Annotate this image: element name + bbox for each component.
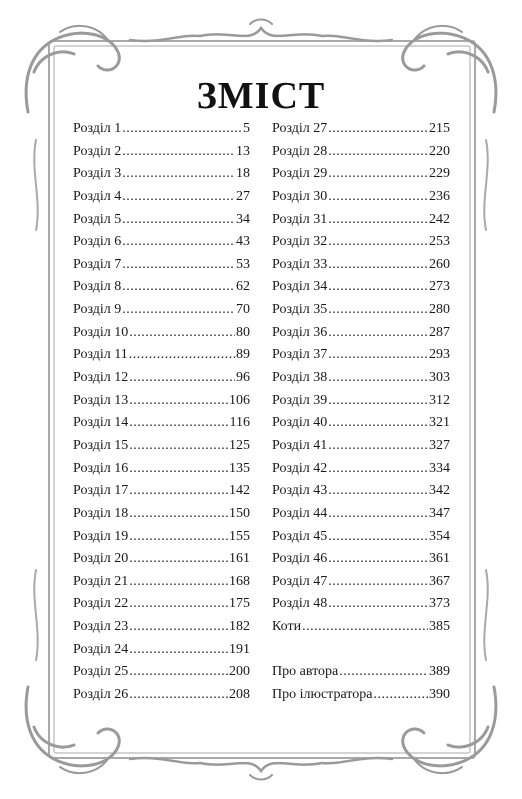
toc-entry-label: Розділ 30 — [272, 188, 328, 204]
dot-leader — [129, 325, 235, 341]
toc-entry-page-number: 53 — [236, 256, 250, 272]
toc-entry-page-number: 354 — [429, 528, 450, 544]
toc-entry — [272, 551, 450, 574]
toc-entry — [272, 166, 450, 189]
toc-entry-label: Розділ 14 — [73, 415, 129, 431]
dot-leader — [328, 506, 428, 522]
toc-entry-label: Розділ 21 — [73, 573, 129, 589]
toc-entry-page-number: 34 — [236, 211, 250, 227]
dot-leader — [328, 483, 428, 499]
toc-entry-page-number: 142 — [229, 483, 250, 499]
toc-right-column — [272, 121, 450, 710]
toc-entry-label: Розділ 40 — [272, 415, 328, 431]
toc-entry-page-number: 367 — [429, 573, 450, 589]
dot-leader — [129, 347, 235, 363]
toc-entry-label: Розділ 3 — [73, 166, 122, 182]
toc-entry-page-number: 116 — [229, 415, 250, 431]
dot-leader — [328, 347, 428, 363]
toc-entry-label: Розділ 24 — [73, 641, 129, 657]
dot-leader — [122, 279, 235, 295]
dot-leader — [328, 529, 428, 545]
toc-entry-label: Розділ 13 — [73, 392, 129, 408]
toc-entry-page-number: 220 — [429, 143, 450, 159]
dot-leader — [328, 415, 428, 431]
toc-entry-page-number: 361 — [429, 551, 450, 567]
toc-entry-label: Розділ 4 — [73, 188, 122, 204]
page-title: ЗМІСТ — [196, 75, 326, 117]
toc-entry-label: Розділ 6 — [73, 234, 122, 250]
dot-leader — [302, 619, 428, 635]
toc-entry-label: Розділ 34 — [272, 279, 328, 295]
toc-entry-page-number: 321 — [429, 415, 450, 431]
toc-entry-label: Розділ 33 — [272, 256, 328, 272]
toc-entry — [73, 687, 250, 710]
dot-leader — [328, 393, 428, 409]
toc-entry — [272, 144, 450, 167]
toc-entry-page-number: 215 — [429, 121, 450, 136]
toc-entry-label: Розділ 8 — [73, 279, 122, 295]
toc-entry-label: Розділ 23 — [73, 619, 129, 635]
dot-leader — [328, 370, 428, 386]
dot-leader — [122, 212, 235, 228]
toc-entry-label: Розділ 42 — [272, 460, 328, 476]
dot-leader — [328, 234, 428, 250]
toc-entry — [272, 664, 450, 687]
toc-entry — [73, 370, 250, 393]
toc-entry-label: Про ілюстратора — [272, 687, 373, 703]
toc-entry-label: Розділ 39 — [272, 392, 328, 408]
toc-entry — [272, 506, 450, 529]
toc-entry-label: Розділ 37 — [272, 347, 328, 363]
toc-entry — [73, 642, 250, 665]
dot-leader — [129, 483, 228, 499]
toc-entry-label: Розділ 26 — [73, 687, 129, 703]
dot-leader — [129, 529, 228, 545]
toc-entry-page-number: 253 — [429, 234, 450, 250]
dot-leader — [129, 664, 228, 680]
toc-entry-page-number: 293 — [429, 347, 450, 363]
toc-entry — [272, 121, 450, 144]
dot-leader — [129, 393, 228, 409]
toc-entry — [73, 144, 250, 167]
toc-entry — [73, 166, 250, 189]
toc-entry-label: Розділ 11 — [73, 347, 128, 363]
toc-entry-page-number: 5 — [243, 121, 250, 136]
toc-entry — [73, 393, 250, 416]
dot-leader — [129, 619, 228, 635]
toc-entry-page-number: 347 — [429, 505, 450, 521]
toc-entry — [73, 325, 250, 348]
toc-entry-label: Розділ 27 — [272, 121, 328, 136]
toc-entry — [272, 574, 450, 597]
dot-leader — [122, 234, 235, 250]
toc-entry — [73, 415, 250, 438]
toc-entry — [272, 619, 450, 642]
dot-leader — [328, 325, 428, 341]
toc-entry — [73, 506, 250, 529]
toc-entry — [73, 121, 250, 144]
toc-entry-label: Розділ 45 — [272, 528, 328, 544]
dot-leader — [328, 212, 428, 228]
toc-entry — [73, 302, 250, 325]
toc-entry-label: Розділ 48 — [272, 596, 328, 612]
dot-leader — [129, 642, 228, 658]
toc-entry — [73, 212, 250, 235]
dot-leader — [129, 370, 235, 386]
toc-entry-label: Розділ 19 — [73, 528, 129, 544]
toc-entry-page-number: 208 — [229, 687, 250, 703]
toc-entry-page-number: 168 — [229, 573, 250, 589]
toc-entry-page-number: 280 — [429, 302, 450, 318]
toc-entry-page-number: 385 — [429, 619, 450, 635]
toc-entry-page-number: 175 — [229, 596, 250, 612]
dot-leader — [328, 596, 428, 612]
toc-entry-page-number: 62 — [236, 279, 250, 295]
toc-entry-page-number: 106 — [229, 392, 250, 408]
toc-entry-label: Розділ 7 — [73, 256, 122, 272]
toc-entry — [272, 415, 450, 438]
toc-entry-page-number: 150 — [229, 505, 250, 521]
toc-entry-page-number: 27 — [236, 188, 250, 204]
toc-entry — [73, 619, 250, 642]
toc-entry-page-number: 13 — [236, 143, 250, 159]
toc-entry-page-number: 89 — [236, 347, 250, 363]
toc-entry-label: Розділ 28 — [272, 143, 328, 159]
toc-entry — [73, 574, 250, 597]
toc-entry-page-number: 191 — [229, 641, 250, 657]
toc-entry-label: Про автора — [272, 664, 339, 680]
toc-entry-label: Розділ 16 — [73, 460, 129, 476]
toc-entry-page-number: 161 — [229, 551, 250, 567]
toc-entry — [272, 212, 450, 235]
toc-entry-label: Розділ 5 — [73, 211, 122, 227]
toc-left-column — [73, 121, 250, 710]
toc-entry-page-number: 390 — [429, 687, 450, 703]
toc-entry — [272, 234, 450, 257]
dot-leader — [129, 415, 228, 431]
toc-entry — [73, 551, 250, 574]
toc-entry-label: Розділ 46 — [272, 551, 328, 567]
toc-entry — [272, 189, 450, 212]
toc-entry-label: Розділ 2 — [73, 143, 122, 159]
toc-entry-page-number: 229 — [429, 166, 450, 182]
toc-entry-label: Розділ 35 — [272, 302, 328, 318]
dot-leader — [122, 121, 242, 137]
toc-entry-label: Розділ 22 — [73, 596, 129, 612]
toc-entry-page-number: 155 — [229, 528, 250, 544]
dot-leader — [339, 664, 428, 680]
toc-entry-label: Розділ 41 — [272, 437, 328, 453]
toc-entry-page-number: 273 — [429, 279, 450, 295]
toc-entry — [272, 279, 450, 302]
dot-leader — [328, 438, 428, 454]
toc-entry-label: Коти — [272, 619, 302, 635]
dot-leader — [328, 144, 428, 160]
dot-leader — [129, 551, 228, 567]
dot-leader — [328, 302, 428, 318]
dot-leader — [129, 687, 228, 703]
dot-leader — [122, 144, 235, 160]
toc-entry-label: Розділ 38 — [272, 370, 328, 386]
dot-leader — [328, 121, 428, 137]
toc-entry-label: Розділ 32 — [272, 234, 328, 250]
toc-entry-page-number: 135 — [229, 460, 250, 476]
dot-leader — [328, 189, 428, 205]
toc-entry — [73, 664, 250, 687]
dot-leader — [328, 279, 428, 295]
toc-entry-page-number: 43 — [236, 234, 250, 250]
dot-leader — [328, 551, 428, 567]
dot-leader — [328, 574, 428, 590]
dot-leader — [129, 506, 228, 522]
toc-entry-label: Розділ 18 — [73, 505, 129, 521]
dot-leader — [122, 302, 235, 318]
toc-entry-label: Розділ 17 — [73, 483, 129, 499]
toc-entry — [272, 393, 450, 416]
toc-entry — [73, 596, 250, 619]
toc-entry-label: Розділ 29 — [272, 166, 328, 182]
toc-entry — [73, 438, 250, 461]
toc-entry-label: Розділ 9 — [73, 302, 122, 318]
dot-leader — [328, 257, 428, 273]
dot-leader — [122, 257, 235, 273]
toc-entry — [73, 189, 250, 212]
toc-entry-page-number: 80 — [236, 324, 250, 340]
toc-entry-page-number: 389 — [429, 664, 450, 680]
toc-entry — [272, 461, 450, 484]
toc-entry-page-number: 260 — [429, 256, 450, 272]
toc-entry-label: Розділ 1 — [73, 121, 122, 136]
toc-gap — [272, 642, 450, 665]
toc-entry-page-number: 96 — [236, 370, 250, 386]
toc-entry — [272, 347, 450, 370]
toc-entry — [73, 529, 250, 552]
toc-entry-page-number: 125 — [229, 437, 250, 453]
toc-entry — [73, 257, 250, 280]
dot-leader — [328, 166, 428, 182]
toc-entry — [272, 325, 450, 348]
toc-entry-page-number: 327 — [429, 437, 450, 453]
toc-entry-label: Розділ 25 — [73, 664, 129, 680]
dot-leader — [129, 574, 228, 590]
toc-entry — [272, 302, 450, 325]
dot-leader — [129, 438, 228, 454]
toc-entry-page-number: 182 — [229, 619, 250, 635]
toc-entry-page-number: 373 — [429, 596, 450, 612]
toc-entry — [272, 596, 450, 619]
toc-entry — [73, 347, 250, 370]
toc-entry-label: Розділ 10 — [73, 324, 129, 340]
toc-entry-label: Розділ 31 — [272, 211, 328, 227]
dot-leader — [122, 189, 235, 205]
toc-entry-label: Розділ 44 — [272, 505, 328, 521]
toc-entry-label: Розділ 15 — [73, 437, 129, 453]
toc-entry-page-number: 236 — [429, 188, 450, 204]
toc-entry-page-number: 303 — [429, 370, 450, 386]
toc-entry — [272, 370, 450, 393]
dot-leader — [328, 461, 428, 477]
toc-entry-label: Розділ 43 — [272, 483, 328, 499]
toc-entry-page-number: 70 — [236, 302, 250, 318]
toc-entry — [272, 529, 450, 552]
dot-leader — [373, 687, 428, 703]
toc-entry — [73, 483, 250, 506]
toc-entry — [73, 461, 250, 484]
toc-entry-label: Розділ 36 — [272, 324, 328, 340]
toc-entry-page-number: 287 — [429, 324, 450, 340]
toc-entry-page-number: 200 — [229, 664, 250, 680]
dot-leader — [129, 596, 228, 612]
toc-entry-page-number: 242 — [429, 211, 450, 227]
toc-entry-label: Розділ 20 — [73, 551, 129, 567]
toc-entry-page-number: 18 — [236, 166, 250, 182]
toc-entry-page-number: 342 — [429, 483, 450, 499]
toc-entry — [73, 234, 250, 257]
toc-entry-page-number: 334 — [429, 460, 450, 476]
toc-entry — [272, 687, 450, 710]
toc-entry — [272, 438, 450, 461]
dot-leader — [129, 461, 228, 477]
toc-entry-label: Розділ 47 — [272, 573, 328, 589]
dot-leader — [122, 166, 235, 182]
toc-entry-page-number: 312 — [429, 392, 450, 408]
toc-entry — [73, 279, 250, 302]
toc-entry — [272, 483, 450, 506]
toc-entry-label: Розділ 12 — [73, 370, 129, 386]
toc-entry — [272, 257, 450, 280]
